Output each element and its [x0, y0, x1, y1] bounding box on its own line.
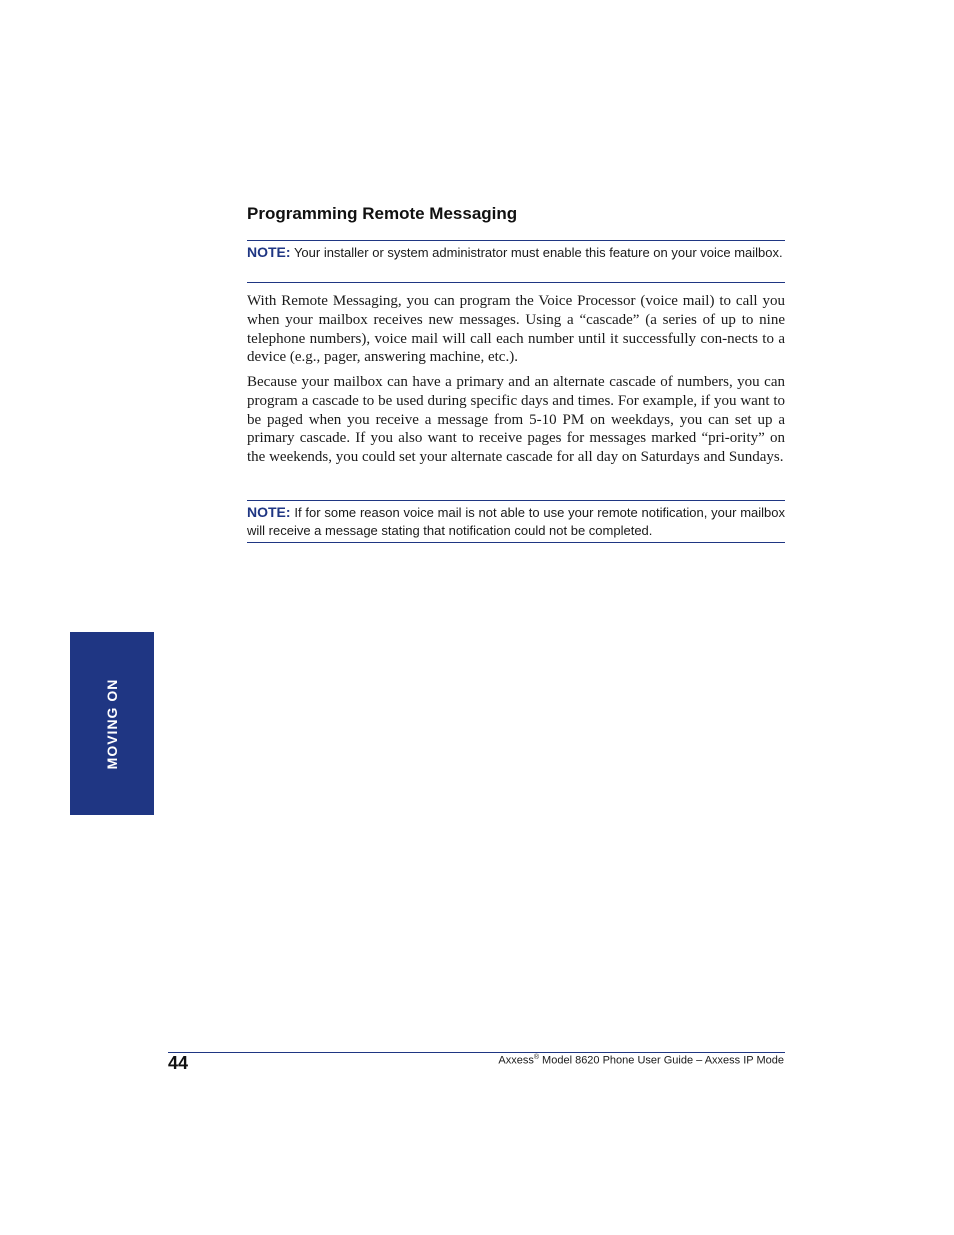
page-number: 44	[168, 1053, 189, 1073]
paragraph-remote-messaging-intro: With Remote Messaging, you can program the Voice Processor (voice mail) to call you when your mailbox receives new messages. Using a “cascade” (a series of up to nine telephone numbers), voice mail will call each number until it successfully con-nects to a device (e.g., pager, answering machine, etc.).	[247, 293, 785, 366]
chapter-side-tab-label: MOVING ON	[104, 678, 120, 769]
note-text: Your installer or system administrator must enable this feature on your voice mailbox.	[290, 245, 783, 260]
note-label: NOTE:	[247, 244, 291, 260]
note-notification-failure	[247, 500, 785, 543]
section-heading: Programming Remote Messaging	[247, 204, 518, 223]
note-label: NOTE:	[247, 504, 291, 520]
footer-document-title	[498, 1054, 784, 1067]
paragraph-cascade-explanation: Because your mailbox can have a primary and an alternate cascade of numbers, you can program a cascade to be used during specific days and times. For example, if you want to be paged when you receive a message from 5-10 PM on weekdays, you can set up a primary cascade. If you also want to receive pages for messages marked “pri-ority” on the weekends, you could set your alternate cascade for all day on Saturdays and Sundays.	[247, 374, 785, 466]
footer-title-text: Model 8620 Phone User Guide – Axxess IP Mode	[539, 1054, 784, 1067]
note-enable-feature	[247, 240, 785, 283]
footer-brand: Axxess	[498, 1054, 534, 1067]
note-text: If for some reason voice mail is not able to use your remote notification, your mailbox will receive a message stating that notification could not be completed.	[247, 505, 785, 538]
footer-divider	[168, 1052, 785, 1053]
chapter-side-tab	[70, 632, 154, 815]
registered-mark: ®	[533, 1054, 539, 1061]
